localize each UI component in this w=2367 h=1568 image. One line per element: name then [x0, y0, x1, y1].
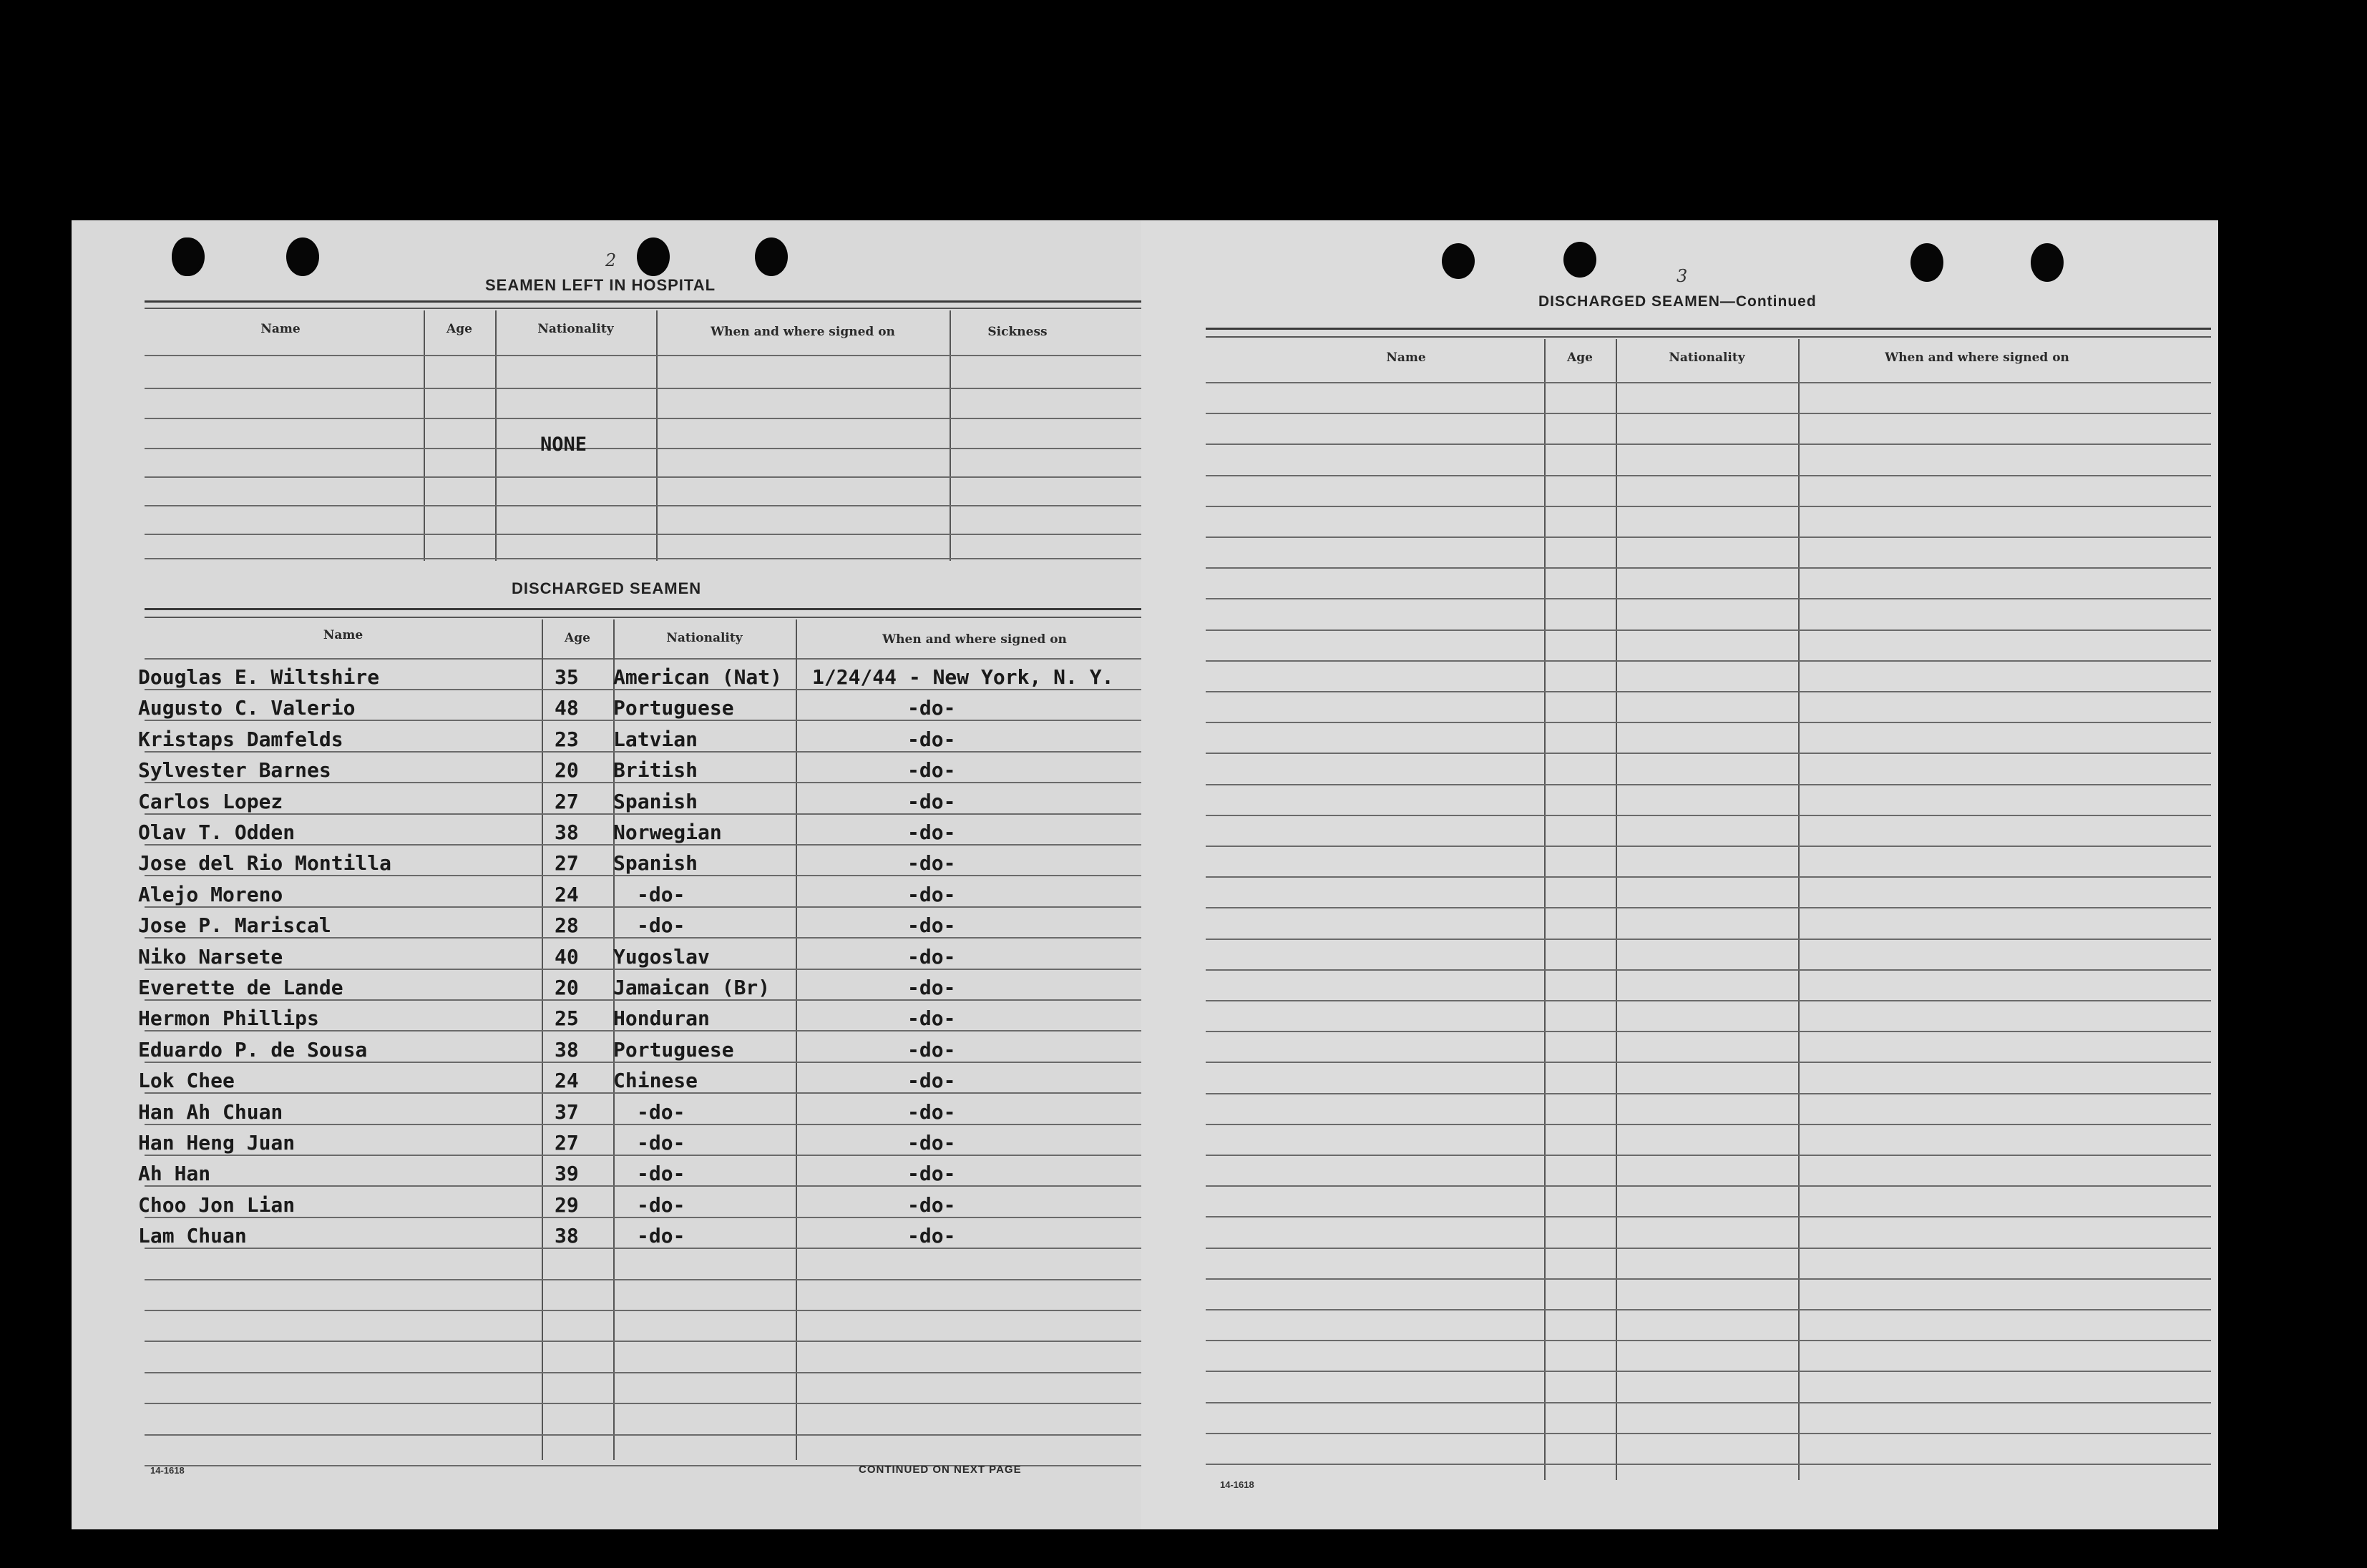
- seaman-signed-on: -do-: [907, 1192, 956, 1217]
- right-row-line: [1206, 969, 2211, 971]
- right-row-line: [1206, 629, 2211, 631]
- seaman-signed-on: 1/24/44 - New York, N. Y.: [812, 665, 1114, 689]
- page-number: 2: [605, 250, 617, 270]
- discharged-row-line: [145, 1248, 1150, 1249]
- right-row-line: [1206, 1000, 2211, 1001]
- discharged-row-line: [145, 720, 1150, 721]
- discharged-row-line: [145, 844, 1150, 846]
- seaman-nationality: Norwegian: [613, 820, 722, 844]
- discharged-row-line: [145, 999, 1150, 1001]
- seaman-signed-on: -do-: [907, 789, 956, 813]
- right-row-line: [1206, 691, 2211, 692]
- right-row-line: [1206, 1309, 2211, 1310]
- seaman-age: 24: [555, 1069, 579, 1093]
- discharged-col-divider: [796, 619, 797, 1460]
- right-table-top-rule-2: [1206, 336, 2211, 338]
- seaman-age: 38: [555, 1037, 579, 1062]
- hospital-section-title: SEAMEN LEFT IN HOSPITAL: [485, 276, 716, 294]
- discharged-row-line: [145, 1062, 1150, 1063]
- discharged-col-signed-on: When and where signed on: [882, 632, 1067, 647]
- page-number: 3: [1677, 266, 1688, 286]
- seaman-nationality: Spanish: [613, 789, 698, 813]
- seaman-nationality: American (Nat): [613, 665, 783, 689]
- discharged-row-line: [145, 1124, 1150, 1125]
- punch-hole: [1442, 243, 1475, 279]
- seaman-nationality: Portuguese: [613, 696, 734, 720]
- discharged-row-line: [145, 1341, 1150, 1342]
- hospital-row-line: [145, 558, 1150, 559]
- right-row-line: [1206, 1464, 2211, 1465]
- seaman-signed-on: -do-: [907, 1006, 956, 1031]
- right-row-line: [1206, 1371, 2211, 1372]
- discharged-col-name: Name: [323, 628, 363, 642]
- seaman-age: 28: [555, 913, 579, 938]
- discharged-row-line: [145, 1185, 1150, 1187]
- seaman-name: Olav T. Odden: [138, 820, 296, 844]
- seaman-signed-on: -do-: [907, 1162, 956, 1186]
- discharged-section-title: DISCHARGED SEAMEN: [512, 579, 702, 597]
- hospital-col-nationality: Nationality: [537, 322, 614, 336]
- seaman-nationality: -do-: [637, 1131, 685, 1155]
- seaman-name: Jose del Rio Montilla: [138, 851, 392, 876]
- discharged-row-line: [145, 937, 1150, 939]
- seaman-name: Alejo Moreno: [138, 882, 283, 906]
- hospital-row-line: [145, 388, 1150, 389]
- right-row-line: [1206, 660, 2211, 662]
- seaman-age: 27: [555, 1131, 579, 1155]
- seaman-nationality: -do-: [637, 882, 685, 906]
- right-page: [1141, 220, 2218, 1529]
- seaman-name: Augusto C. Valerio: [138, 696, 356, 720]
- hospital-row-line: [145, 418, 1150, 419]
- seaman-age: 20: [555, 976, 579, 999]
- right-col-nationality: Nationality: [1669, 351, 1745, 365]
- hospital-col-signed-on: When and where signed on: [711, 325, 895, 339]
- right-row-line: [1206, 1155, 2211, 1156]
- hospital-col-divider: [656, 310, 658, 561]
- seaman-name: Eduardo P. de Sousa: [138, 1037, 368, 1062]
- right-row-line: [1206, 598, 2211, 599]
- discharged-row-line: [145, 689, 1150, 690]
- right-row-line: [1206, 413, 2211, 414]
- seaman-name: Jose P. Mariscal: [138, 913, 331, 938]
- hospital-row-line: [145, 534, 1150, 535]
- left-page: [72, 220, 1156, 1529]
- seaman-name: Lam Chuan: [138, 1224, 247, 1248]
- discharged-col-nationality: Nationality: [666, 631, 743, 645]
- seaman-name: Carlos Lopez: [138, 789, 283, 813]
- seaman-nationality: Spanish: [613, 851, 698, 876]
- right-row-line: [1206, 1031, 2211, 1032]
- right-row-line: [1206, 444, 2211, 445]
- seaman-age: 25: [555, 1006, 579, 1031]
- right-row-line: [1206, 876, 2211, 878]
- seaman-signed-on: -do-: [907, 727, 956, 751]
- right-row-line: [1206, 1340, 2211, 1341]
- punch-hole: [172, 237, 200, 276]
- right-row-line: [1206, 1402, 2211, 1403]
- discharged-row-line: [145, 1155, 1150, 1156]
- discharged-row-line: [145, 782, 1150, 783]
- discharged-row-line: [145, 1217, 1150, 1218]
- right-row-line: [1206, 784, 2211, 785]
- seaman-signed-on: -do-: [907, 820, 956, 844]
- discharged-row-line: [145, 969, 1150, 970]
- hospital-col-divider: [950, 310, 951, 561]
- seaman-age: 29: [555, 1192, 579, 1217]
- right-row-line: [1206, 1278, 2211, 1280]
- right-row-line: [1206, 1185, 2211, 1187]
- seaman-age: 23: [555, 727, 579, 751]
- right-row-line: [1206, 475, 2211, 476]
- hospital-row-line: [145, 448, 1150, 449]
- seaman-signed-on: -do-: [907, 882, 956, 906]
- seaman-signed-on: -do-: [907, 1069, 956, 1093]
- discharged-row-line: [145, 1372, 1150, 1373]
- form-number: 14-1618: [150, 1465, 185, 1476]
- seaman-nationality: -do-: [637, 1224, 685, 1248]
- hospital-col-name: Name: [260, 322, 301, 336]
- right-row-line: [1206, 846, 2211, 847]
- right-row-line: [1206, 1216, 2211, 1217]
- punch-hole: [755, 237, 788, 276]
- seaman-age: 35: [555, 665, 579, 689]
- seaman-name: Everette de Lande: [138, 976, 343, 999]
- seaman-age: 37: [555, 1099, 579, 1124]
- seaman-name: Niko Narsete: [138, 944, 283, 969]
- seaman-nationality: Honduran: [613, 1006, 710, 1031]
- seaman-nationality: -do-: [637, 1192, 685, 1217]
- seaman-nationality: Yugoslav: [613, 944, 710, 969]
- right-row-line: [1206, 536, 2211, 538]
- seaman-signed-on: -do-: [907, 696, 956, 720]
- right-row-line: [1206, 907, 2211, 908]
- seaman-age: 20: [555, 758, 579, 783]
- seaman-nationality: Chinese: [613, 1069, 698, 1093]
- right-row-line: [1206, 1248, 2211, 1249]
- seaman-signed-on: -do-: [907, 1037, 956, 1062]
- right-row-line: [1206, 753, 2211, 754]
- form-number: 14-1618: [1220, 1479, 1254, 1490]
- seaman-age: 27: [555, 851, 579, 876]
- discharged-row-line: [145, 1403, 1150, 1404]
- hospital-table-top-rule-2: [145, 308, 1150, 309]
- seaman-name: Hermon Phillips: [138, 1006, 319, 1031]
- punch-hole: [1910, 243, 1943, 282]
- seaman-name: Ah Han: [138, 1162, 211, 1186]
- seaman-signed-on: -do-: [907, 976, 956, 999]
- right-col-name: Name: [1386, 351, 1426, 365]
- discharged-row-line: [145, 1279, 1150, 1280]
- right-row-line: [1206, 815, 2211, 816]
- seaman-signed-on: -do-: [907, 851, 956, 876]
- seaman-age: 40: [555, 944, 579, 969]
- seaman-nationality: Latvian: [613, 727, 698, 751]
- discharged-continued-title: DISCHARGED SEAMEN—Continued: [1538, 293, 1817, 310]
- seaman-nationality: British: [613, 758, 698, 783]
- seaman-signed-on: -do-: [907, 758, 956, 783]
- right-row-line: [1206, 1124, 2211, 1125]
- right-row-line: [1206, 1093, 2211, 1094]
- discharged-table-top-rule: [145, 608, 1150, 610]
- seaman-signed-on: -do-: [907, 1224, 956, 1248]
- punch-hole: [2031, 243, 2064, 282]
- right-row-line: [1206, 382, 2211, 383]
- seaman-name: Han Heng Juan: [138, 1131, 296, 1155]
- seaman-nationality: Portuguese: [613, 1037, 734, 1062]
- discharged-row-line: [145, 875, 1150, 876]
- discharged-table-top-rule-2: [145, 617, 1150, 618]
- right-row-line: [1206, 939, 2211, 940]
- hospital-none-entry: NONE: [540, 433, 587, 456]
- hospital-col-age: Age: [446, 322, 472, 336]
- discharged-header-line: [145, 658, 1150, 660]
- discharged-row-line: [145, 751, 1150, 753]
- seaman-nationality: -do-: [637, 1099, 685, 1124]
- seaman-name: Choo Jon Lian: [138, 1192, 296, 1217]
- discharged-row-line: [145, 906, 1150, 908]
- punch-hole: [1563, 242, 1596, 278]
- seaman-nationality: -do-: [637, 1162, 685, 1186]
- right-row-line: [1206, 506, 2211, 507]
- discharged-col-age: Age: [565, 631, 590, 645]
- right-row-line: [1206, 567, 2211, 569]
- seaman-signed-on: -do-: [907, 1099, 956, 1124]
- continued-note: CONTINUED ON NEXT PAGE: [859, 1464, 1022, 1476]
- seaman-signed-on: -do-: [907, 1131, 956, 1155]
- right-row-line: [1206, 722, 2211, 723]
- hospital-col-divider: [424, 310, 425, 561]
- seaman-signed-on: -do-: [907, 944, 956, 969]
- right-table-top-rule: [1206, 328, 2211, 330]
- right-row-line: [1206, 1433, 2211, 1434]
- seaman-name: Lok Chee: [138, 1069, 235, 1093]
- seaman-age: 24: [555, 882, 579, 906]
- seaman-name: Douglas E. Wiltshire: [138, 665, 380, 689]
- hospital-row-line: [145, 476, 1150, 478]
- right-row-line: [1206, 1062, 2211, 1063]
- right-col-age: Age: [1567, 351, 1593, 365]
- discharged-row-line: [145, 1434, 1150, 1436]
- hospital-row-line: [145, 505, 1150, 506]
- discharged-col-divider: [542, 619, 543, 1460]
- seaman-signed-on: -do-: [907, 913, 956, 938]
- seaman-age: 39: [555, 1162, 579, 1186]
- right-col-signed-on: When and where signed on: [1885, 351, 2069, 365]
- hospital-table-top-rule: [145, 300, 1150, 303]
- seaman-name: Kristaps Damfelds: [138, 727, 343, 751]
- hospital-col-sickness: Sickness: [987, 325, 1048, 339]
- seaman-name: Han Ah Chuan: [138, 1099, 283, 1124]
- hospital-col-divider: [495, 310, 497, 561]
- seaman-nationality: Jamaican (Br): [613, 976, 771, 999]
- seaman-name: Sylvester Barnes: [138, 758, 331, 783]
- discharged-row-line: [145, 813, 1150, 815]
- discharged-row-line: [145, 1310, 1150, 1311]
- hospital-row-line: [145, 355, 1150, 356]
- seaman-age: 27: [555, 789, 579, 813]
- punch-hole: [637, 237, 670, 276]
- seaman-nationality: -do-: [637, 913, 685, 938]
- seaman-age: 38: [555, 820, 579, 844]
- punch-hole: [286, 237, 319, 276]
- seaman-age: 38: [555, 1224, 579, 1248]
- seaman-age: 48: [555, 696, 579, 720]
- discharged-row-line: [145, 1030, 1150, 1032]
- discharged-row-line: [145, 1092, 1150, 1094]
